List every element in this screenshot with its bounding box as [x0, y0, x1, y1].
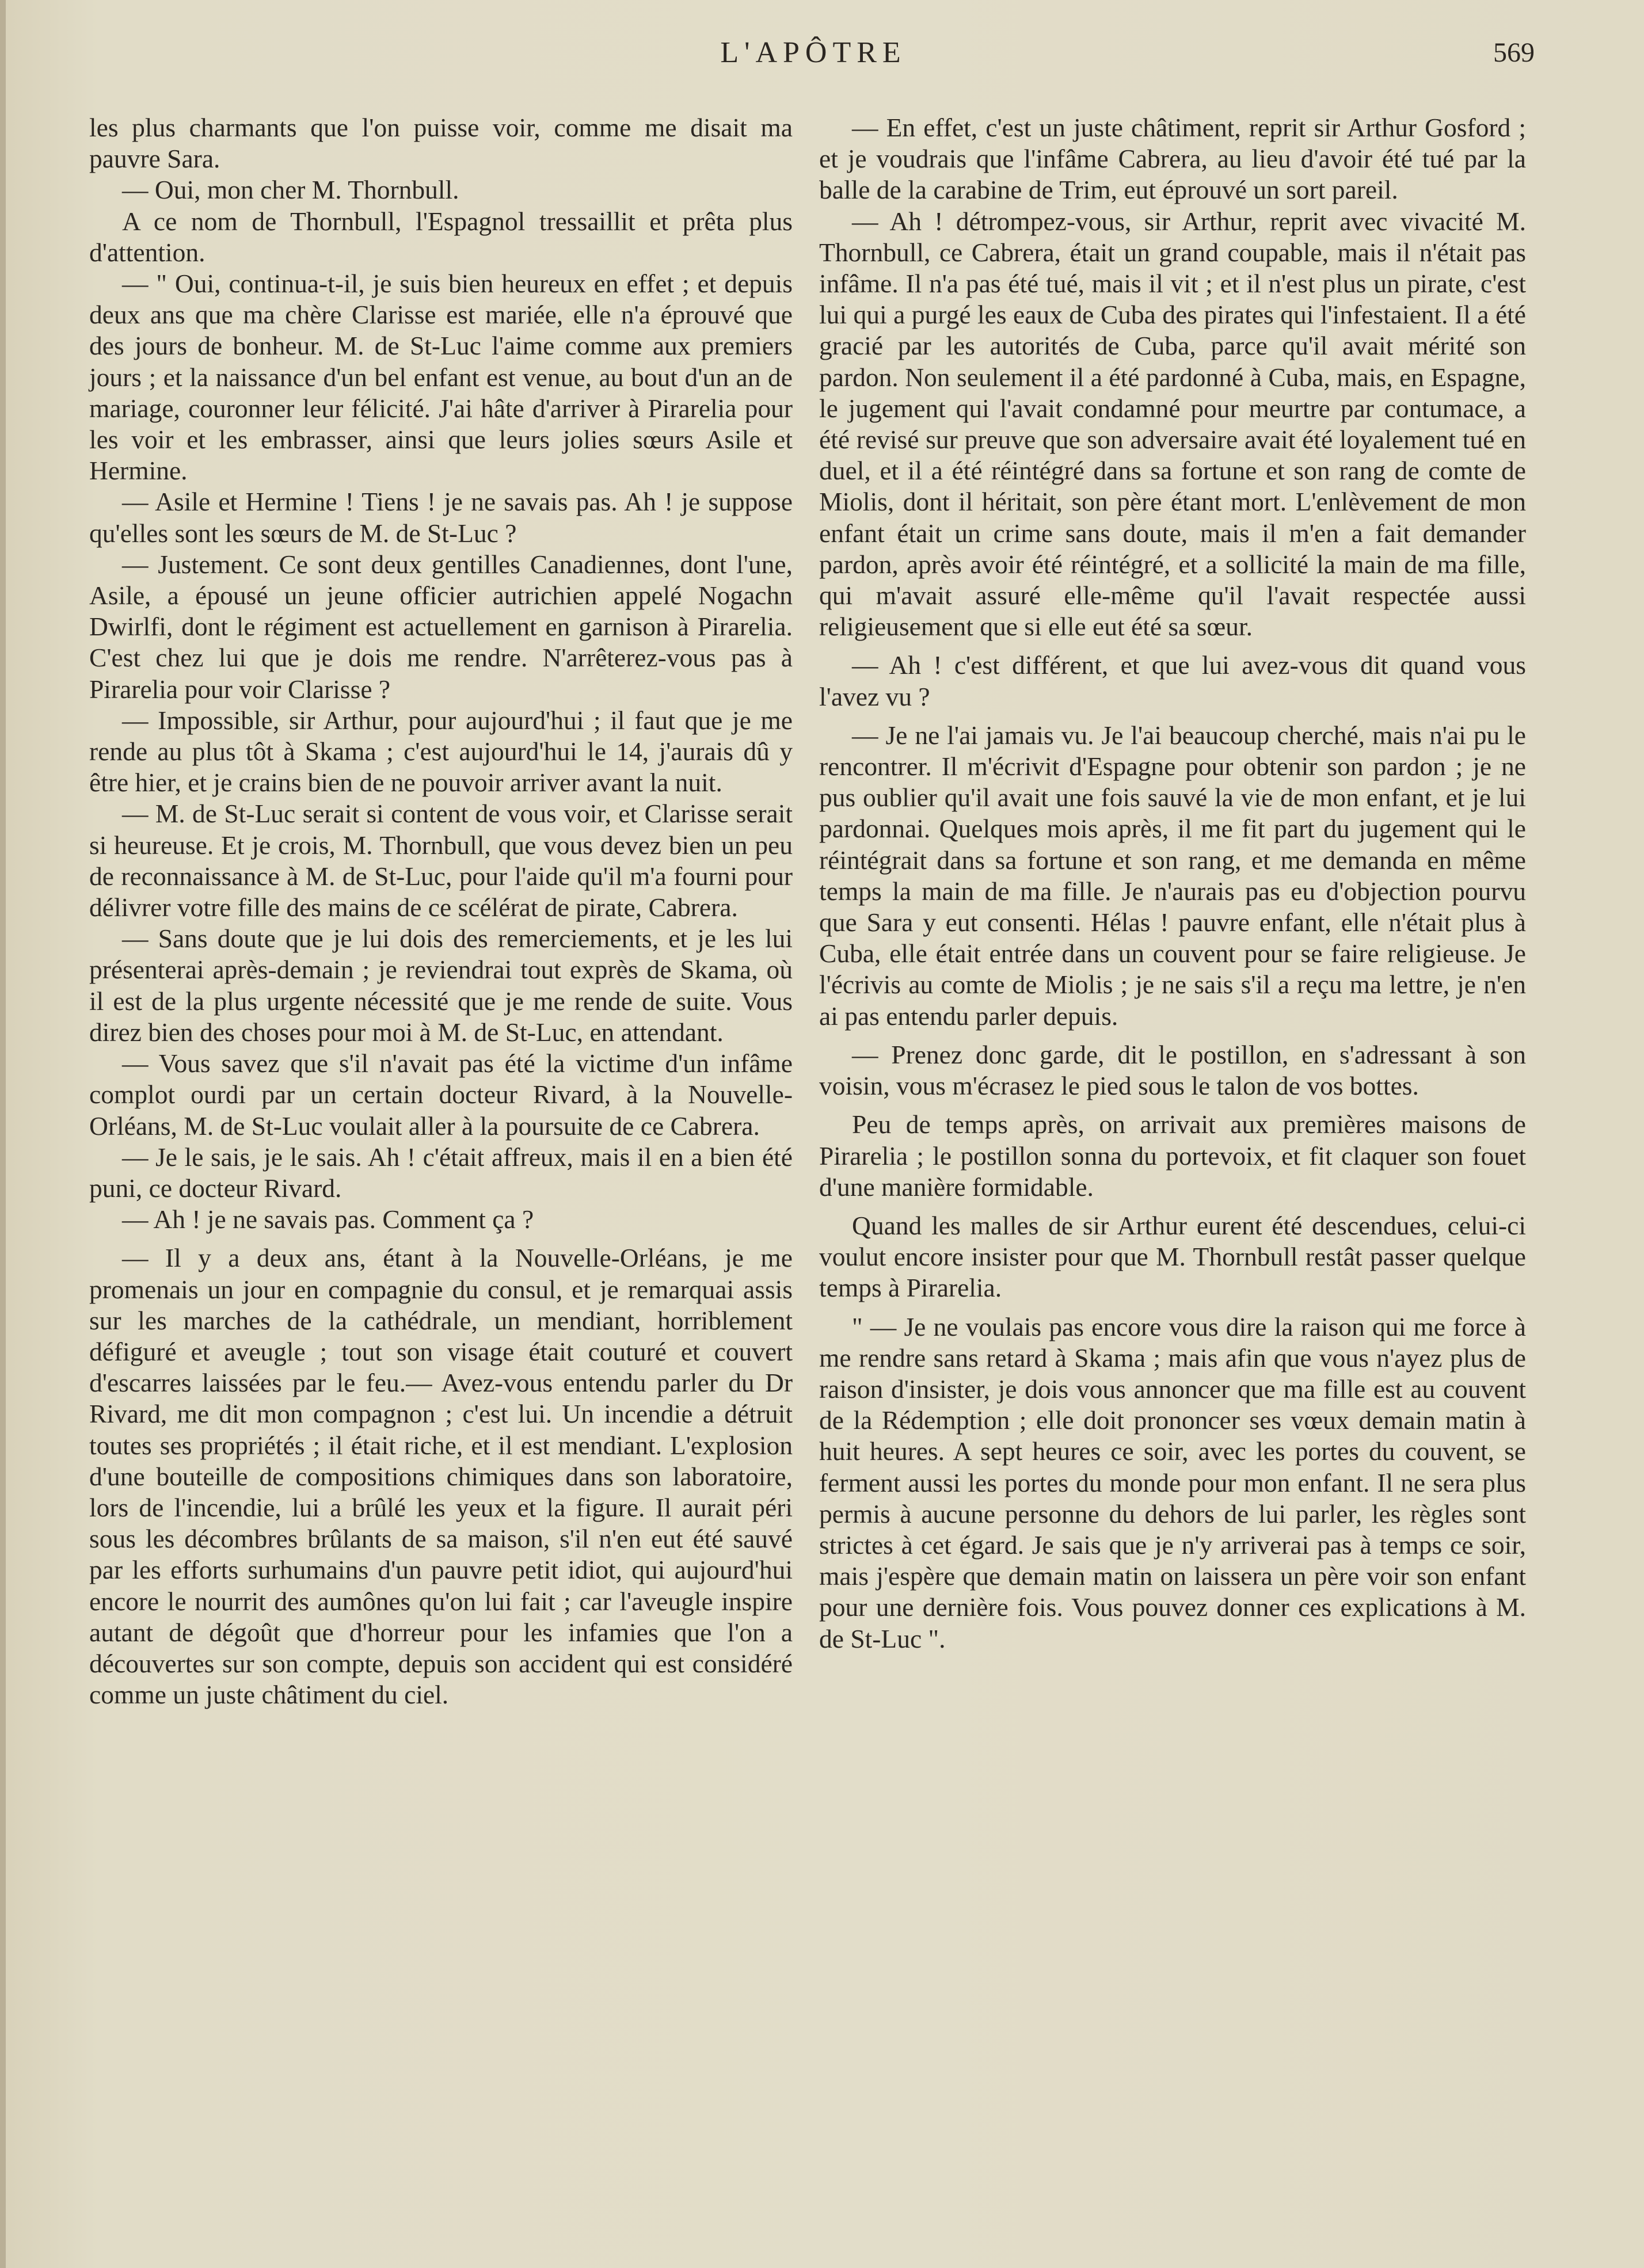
paragraph: Quand les malles de sir Arthur eurent été descendues, celui-ci voulut encore insister pour que M. Thornbull restât passer quelque temps à Pirarelia. — [819, 1210, 1526, 1303]
paragraph: — Ah ! c'est différent, et que lui avez-vous dit quand vous l'avez vu ? — [819, 650, 1526, 711]
paragraph: — Je ne l'ai jamais vu. Je l'ai beaucoup cherché, mais n'ai pu le rencontrer. Il m'écrivit d'Espagne pour obtenir son pardon ; je ne pus oublier qu'il avait une fois sauvé la vie de mon enfant, et je lui pardonnai. Quelques mois après, il me fit part du jugement qui le réintégrait dans sa fortune et son rang, et me demanda en même temps la main de ma fille. Je n'aurais pas eu d'objection pourvu que Sara y eut consenti. Hélas ! pauvre enfant, elle n'était plus à Cuba, elle était entrée dans un couvent pour se faire religieuse. Je l'écrivis au comte de Miolis ; je ne sais s'il a reçu ma lettre, je n'en ai pas entendu parler depuis. — [819, 720, 1526, 1031]
running-title: L'APÔTRE — [720, 36, 907, 69]
paragraph: — Il y a deux ans, étant à la Nouvelle-Orléans, je me promenais un jour en compagnie du consul, et je remarquai assis sur les marches de la cathédrale, un mendiant, horriblement défiguré et aveugle ; tout son visage était couturé et couvert d'escarres laissées par le feu.— Avez-vous entendu parler du Dr Rivard, me dit mon compagnon ; c'est lui. Un incendie a détruit toutes ses propriétés ; il était riche, et il est mendiant. L'explosion d'une bouteille de compositions chimiques dans son laboratoire, lors de l'incendie, lui a brûlé les yeux et la figure. Il aurait péri sous les décombres brûlants de sa maison, s'il n'en eut été sauvé par les efforts surhumains d'un pauvre petit idiot, qui aujourd'hui encore le nourrit des aumônes qu'on lui fait ; car l'aveugle inspire autant de dégoût que d'horreur pour les infamies que l'on a découvertes sur son compte, depuis son accident qui est considéré comme un juste châtiment du ciel. — [89, 1243, 793, 1710]
paragraph: — Impossible, sir Arthur, pour aujourd'hui ; il faut que je me rende au plus tôt à Skama ; c'est aujourd'hui le 14, j'aurais dû y être hier, et je crains bien de ne pouvoir arriver avant la nuit. — [89, 705, 793, 798]
paragraph: — Oui, mon cher M. Thornbull. — [122, 175, 459, 205]
page-binding-edge — [0, 0, 6, 2268]
right-text-column — [819, 112, 1526, 1655]
paragraph: " — Je ne voulais pas encore vous dire la raison qui me force à me rendre sans retard à Skama ; mais afin que vous n'ayez plus de raison d'insister, je dois vous annoncer que ma fille est au couvent de la Rédemption ; elle doit prononcer ses vœux demain matin à huit heures. A sept heures ce soir, avec les portes du couvent, se ferment aussi les portes du monde pour mon enfant. Il ne sera plus permis à aucune personne du dehors de lui parler, les règles sont strictes à cet égard. Je sais que je n'y arriverai pas à temps ce soir, mais j'espère que demain matin on laissera un père voir son enfant pour une dernière fois. Vous pouvez donner ces explications à M. de St-Luc ". — [819, 1312, 1526, 1653]
left-text-column — [89, 112, 793, 1710]
paragraph: — M. de St-Luc serait si content de vous voir, et Clarisse serait si heureuse. Et je crois, M. Thornbull, que vous devez bien un peu de reconnaissance à M. de St-Luc, pour l'aide qu'il m'a fourni pour délivrer votre fille des mains de ce scélérat de pirate, Cabrera. — [89, 799, 793, 923]
paragraph: les plus charmants que l'on puisse voir, comme me disait ma pauvre Sara. — [89, 113, 793, 174]
paragraph: — Sans doute que je lui dois des remerciements, et je les lui présenterai après-demain ; je reviendrai tout exprès de Skama, où il est de la plus urgente nécessité que je me rende de suite. Vous direz bien des choses pour moi à M. de St-Luc, en attendant. — [89, 924, 793, 1047]
paragraph: — Vous savez que s'il n'avait pas été la victime d'un infâme complot ourdi par un certain docteur Rivard, à la Nouvelle-Orléans, M. de St-Luc voulait aller à la poursuite de ce Cabrera. — [89, 1049, 793, 1141]
paragraph: — Ah ! je ne savais pas. Comment ça ? — [122, 1204, 534, 1234]
paragraph: — Asile et Hermine ! Tiens ! je ne savais pas. Ah ! je suppose qu'elles sont les sœurs de M. de St-Luc ? — [89, 487, 793, 548]
page-number: 569 — [1493, 37, 1535, 68]
paragraph: A ce nom de Thornbull, l'Espagnol tressaillit et prêta plus d'attention. — [89, 206, 793, 267]
paragraph: — En effet, c'est un juste châtiment, reprit sir Arthur Gosford ; et je voudrais que l'infâme Cabrera, au lieu d'avoir été tué par la balle de la carabine de Trim, eut éprouvé un sort pareil. — [819, 113, 1526, 205]
paragraph: — Ah ! détrompez-vous, sir Arthur, reprit avec vivacité M. Thornbull, ce Cabrera, était un grand coupable, mais il n'était pas infâme. Il n'a pas été tué, mais il vit ; et il n'est plus un pirate, c'est lui qui a purgé les eaux de Cuba des pirates qui l'infestaient. Il a été gracié par les autorités de Cuba, parce qu'il avait mérité son pardon. Non seulement il a été pardonné à Cuba, mais, en Espagne, le jugement qui l'avait condamné pour meurtre par contumace, a été revisé sur preuve que son adversaire avait été loyalement tué en duel, et il a été réintégré dans sa fortune et son rang de comte de Miolis, dont il héritait, son père étant mort. L'enlèvement de mon enfant était un crime sans doute, mais il m'en a fait demander pardon, après avoir été réintégré, et a sollicité la main de ma fille, qui m'avait assuré elle-même qu'il l'avait respectée aussi religieusement que si elle eut été sa sœur. — [819, 206, 1526, 642]
paragraph: — Justement. Ce sont deux gentilles Canadiennes, dont l'une, Asile, a épousé un jeune officier autrichien appelé Nogachn Dwirlfi, dont le régiment est actuellement en garnison à Pirarelia. C'est chez lui que je dois me rendre. N'arrêterez-vous pas à Pirarelia pour voir Clarisse ? — [89, 549, 793, 704]
paragraph: — Prenez donc garde, dit le postillon, en s'adressant à son voisin, vous m'écrasez le pied sous le talon de vos bottes. — [819, 1039, 1526, 1101]
paragraph: — Je le sais, je le sais. Ah ! c'était affreux, mais il en a bien été puni, ce docteur Rivard. — [89, 1142, 793, 1203]
paragraph: Peu de temps après, on arrivait aux premières maisons de Pirarelia ; le postillon sonna du portevoix, et fit claquer son fouet d'une manière formidable. — [819, 1110, 1526, 1202]
paragraph: — " Oui, continua-t-il, je suis bien heureux en effet ; et depuis deux ans que ma chère Clarisse est mariée, elle n'a éprouvé que des jours de bonheur. M. de St-Luc l'aime comme aux premiers jours ; et la naissance d'un bel enfant est venue, au bout d'un an de mariage, couronner leur félicité. J'ai hâte d'arriver à Pirarelia pour les voir et les embrasser, ainsi que leurs jolies sœurs Asile et Hermine. — [89, 269, 793, 486]
